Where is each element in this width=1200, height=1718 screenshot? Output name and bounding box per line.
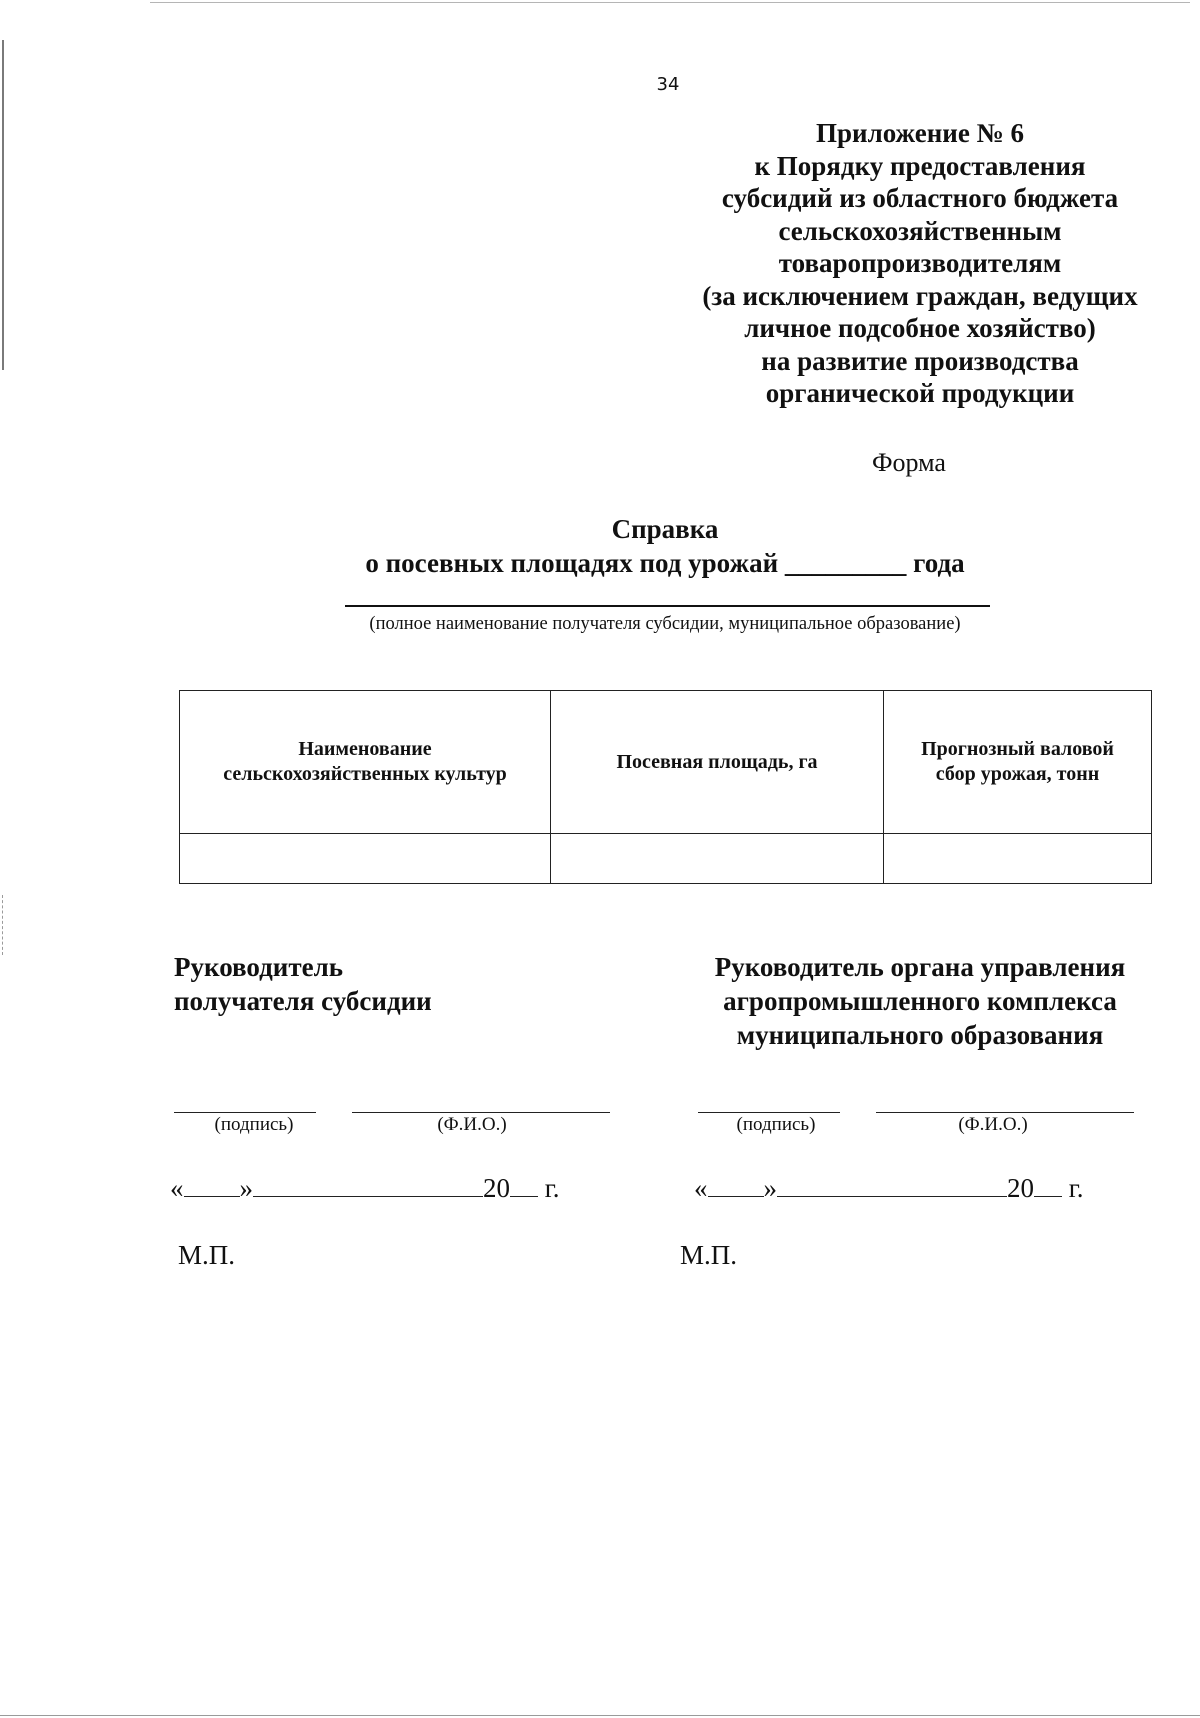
scan-edge-left-dashes xyxy=(2,895,3,955)
signatory-title-line: Руководитель органа управления xyxy=(714,952,1126,982)
header-forecast-yield xyxy=(884,691,1152,834)
year-prefix: 20 xyxy=(1007,1173,1034,1203)
appendix-line: к Порядку предоставления xyxy=(754,150,1086,181)
appendix-line: органической продукции xyxy=(765,378,1075,408)
appendix-line: товаропроизводителям xyxy=(778,248,1062,278)
crop-table xyxy=(179,690,1152,884)
header-crop-name xyxy=(180,691,551,834)
left-date-line xyxy=(170,1172,560,1204)
table-cell xyxy=(551,834,884,884)
subtitle-text: о посевных площадях под урожай xyxy=(365,548,779,578)
left-signature-caption: (подпись) xyxy=(214,1114,294,1135)
recipient-caption: (полное наименование получателя субсидии, муниципальное образование) xyxy=(369,614,961,634)
year-blank xyxy=(1034,1172,1062,1197)
day-blank xyxy=(708,1172,764,1197)
right-signatory-title xyxy=(690,950,1150,1052)
left-stamp-place: М.П. xyxy=(178,1240,236,1270)
page-number: 34 xyxy=(656,74,680,95)
right-signature-line xyxy=(698,1112,840,1113)
table-row xyxy=(180,834,1152,884)
document-title: Справка xyxy=(611,514,719,544)
left-name-caption: (Ф.И.О.) xyxy=(437,1114,507,1135)
date-quote-close: » xyxy=(763,1173,777,1203)
year-suffix: г. xyxy=(1068,1173,1084,1203)
left-signature-line xyxy=(174,1112,316,1113)
table-cell xyxy=(884,834,1152,884)
appendix-line: (за исключением граждан, ведущих xyxy=(702,280,1138,311)
table-cell xyxy=(180,834,551,884)
year-blank xyxy=(510,1172,538,1197)
subtitle-year-word: года xyxy=(913,548,965,578)
harvest-year-blank: _________ xyxy=(784,548,907,578)
scan-edge-top xyxy=(150,2,1190,3)
table-header-row xyxy=(180,691,1152,834)
left-signatory-title xyxy=(174,950,432,1018)
appendix-line: личное подсобное хозяйство) xyxy=(744,313,1096,343)
appendix-header xyxy=(640,117,1200,410)
header-forecast-yield-text: Прогнозный валовой сбор урожая, тонн xyxy=(921,738,1114,785)
appendix-line: на развитие производства xyxy=(761,345,1079,376)
date-quote-open: « xyxy=(694,1173,708,1203)
left-name-line xyxy=(352,1112,610,1113)
month-blank xyxy=(777,1172,1007,1197)
header-crop-name-text: Наименование сельскохозяйственных культур xyxy=(223,738,507,785)
right-name-caption: (Ф.И.О.) xyxy=(958,1114,1028,1135)
header-sown-area: Посевная площадь, га xyxy=(551,691,884,834)
right-signature-caption: (подпись) xyxy=(736,1114,816,1135)
signatory-title-line: агропромышленного комплекса xyxy=(723,986,1117,1016)
document-subtitle xyxy=(330,548,1000,579)
date-quote-close: » xyxy=(239,1173,253,1203)
appendix-line: субсидий из областного бюджета xyxy=(721,183,1119,213)
day-blank xyxy=(184,1172,240,1197)
scan-edge-left xyxy=(2,40,4,370)
right-stamp-place: М.П. xyxy=(680,1240,738,1270)
right-name-line xyxy=(876,1112,1134,1113)
year-suffix: г. xyxy=(544,1173,560,1203)
year-prefix: 20 xyxy=(483,1173,510,1203)
appendix-line: сельскохозяйственным xyxy=(778,215,1062,246)
appendix-line: Приложение № 6 xyxy=(816,118,1024,148)
right-date-line xyxy=(694,1172,1084,1204)
month-blank xyxy=(253,1172,483,1197)
scan-edge-bottom xyxy=(0,1715,1200,1716)
signatory-title-line: муниципального образования xyxy=(736,1020,1104,1050)
date-quote-open: « xyxy=(170,1173,184,1203)
form-label: Форма xyxy=(872,448,946,477)
signatory-title-line: получателя субсидии xyxy=(174,986,432,1016)
recipient-name-line xyxy=(345,605,990,607)
signatory-title-line: Руководитель xyxy=(174,952,344,982)
